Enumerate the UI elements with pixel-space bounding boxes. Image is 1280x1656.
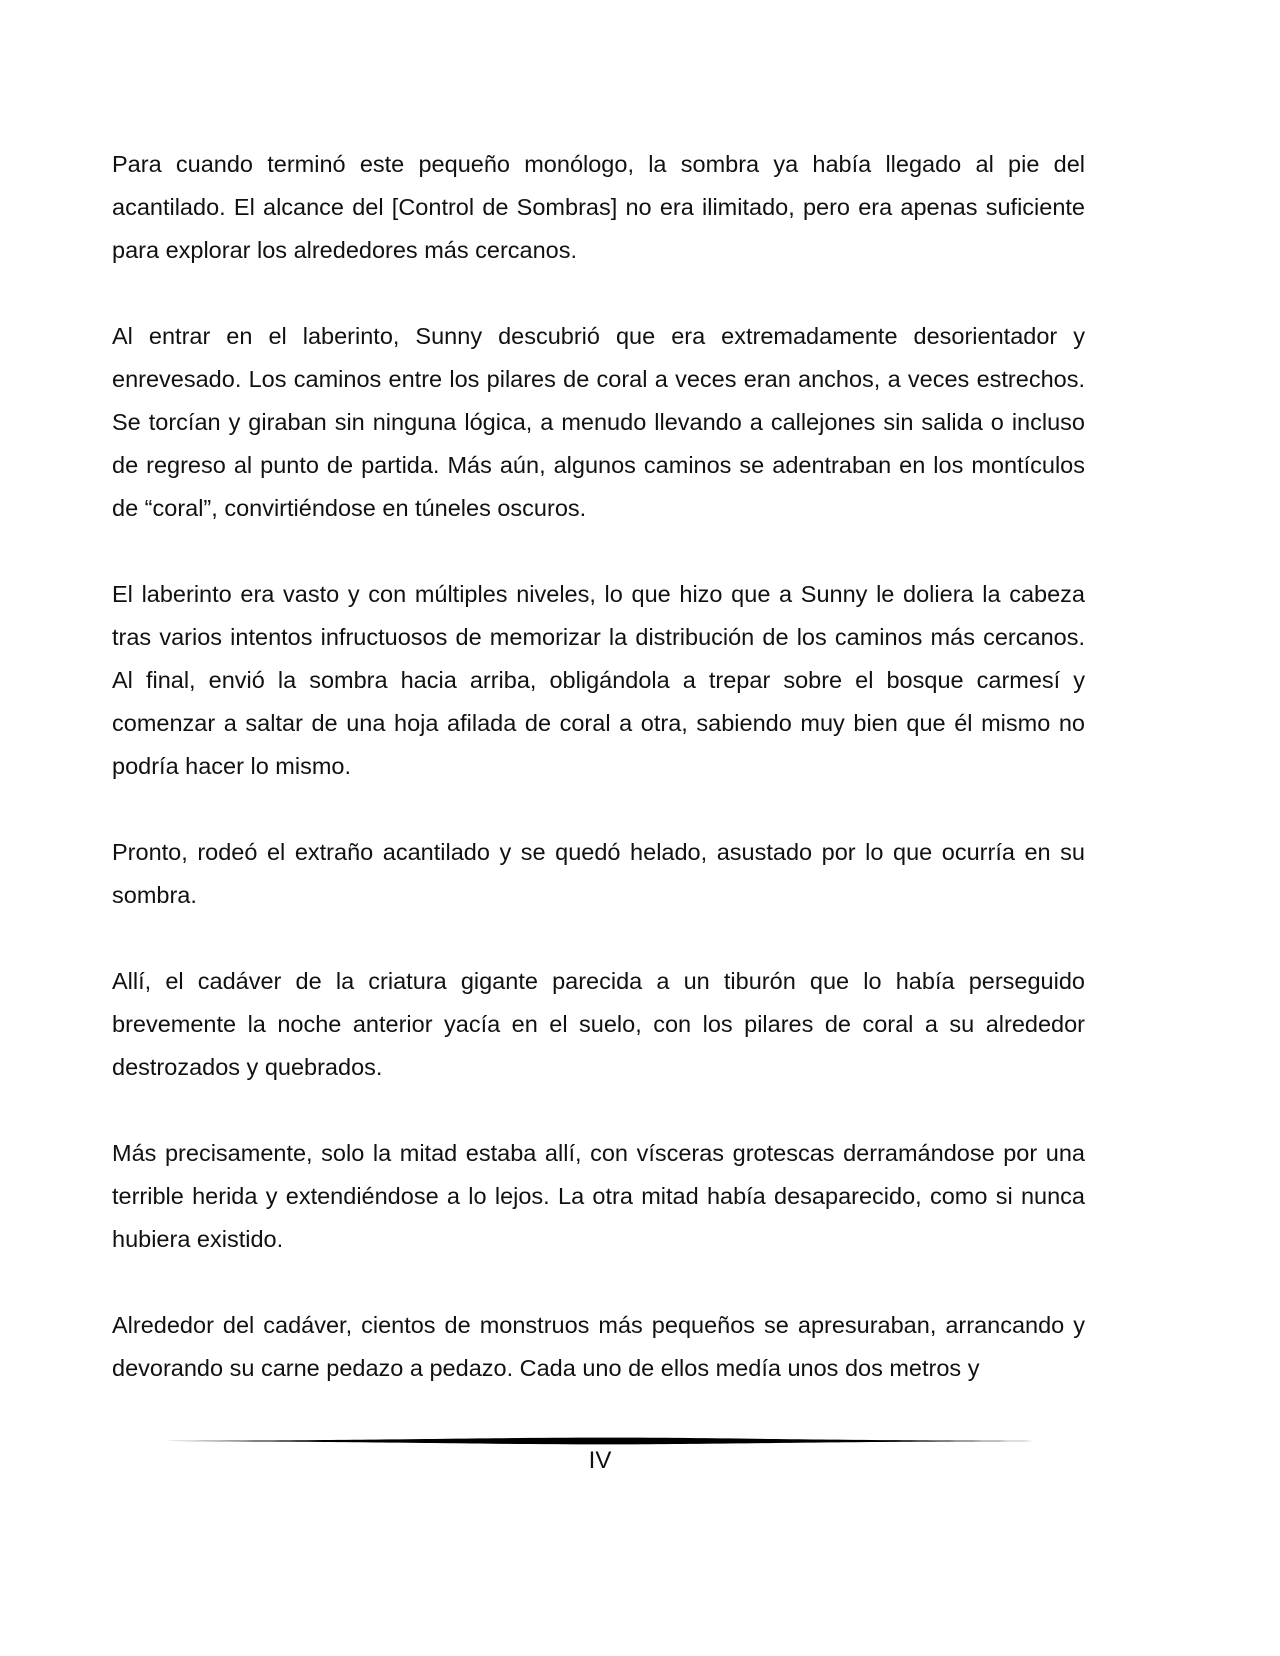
paragraph: Más precisamente, solo la mitad estaba allí, con vísceras grotescas derramándose por una terrible herida y extendiéndose a lo lejos. La otra mitad había desaparecido, como si nunca hubiera existido. (112, 1140, 1085, 1252)
paragraph: Al entrar en el laberinto, Sunny descubrió que era extremadamente desorientador y enrevesado. Los caminos entre los pilares de coral a veces eran anchos, a veces estrechos. Se torcían y giraban sin ninguna lógica, a menudo llevando a callejones sin salida o incluso de regreso al punto de partida. Más aún, algunos caminos se adentraban en los montículos de “coral”, convirtiéndose en túneles oscuros. (112, 323, 1085, 521)
footer-divider-stroke (150, 1438, 1050, 1445)
page-body (112, 143, 1085, 1390)
page-number: IV (588, 1447, 612, 1474)
paragraph: El laberinto era vasto y con múltiples niveles, lo que hizo que a Sunny le doliera la cabeza tras varios intentos infructuosos de memorizar la distribución de los caminos más cercanos. Al final, envió la sombra hacia arriba, obligándola a trepar sobre el bosque carmesí y comenzar a saltar de una hoja afilada de coral a otra, sabiendo muy bien que él mismo no podría hacer lo mismo. (112, 581, 1085, 779)
footer-divider (150, 1436, 1050, 1446)
paragraph: Pronto, rodeó el extraño acantilado y se quedó helado, asustado por lo que ocurría en su sombra. (112, 839, 1085, 908)
paragraph: Para cuando terminó este pequeño monólogo, la sombra ya había llegado al pie del acantilado. El alcance del [Control de Sombras] no era ilimitado, pero era apenas suficiente para explorar los alrededores más cercanos. (112, 151, 1085, 263)
paragraph: Alrededor del cadáver, cientos de monstruos más pequeños se apresuraban, arrancando y devorando su carne pedazo a pedazo. Cada uno de ellos medía unos dos metros y (112, 1312, 1085, 1381)
paragraph: Allí, el cadáver de la criatura gigante parecida a un tiburón que lo había perseguido brevemente la noche anterior yacía en el suelo, con los pilares de coral a su alrededor destrozados y quebrados. (112, 968, 1085, 1080)
